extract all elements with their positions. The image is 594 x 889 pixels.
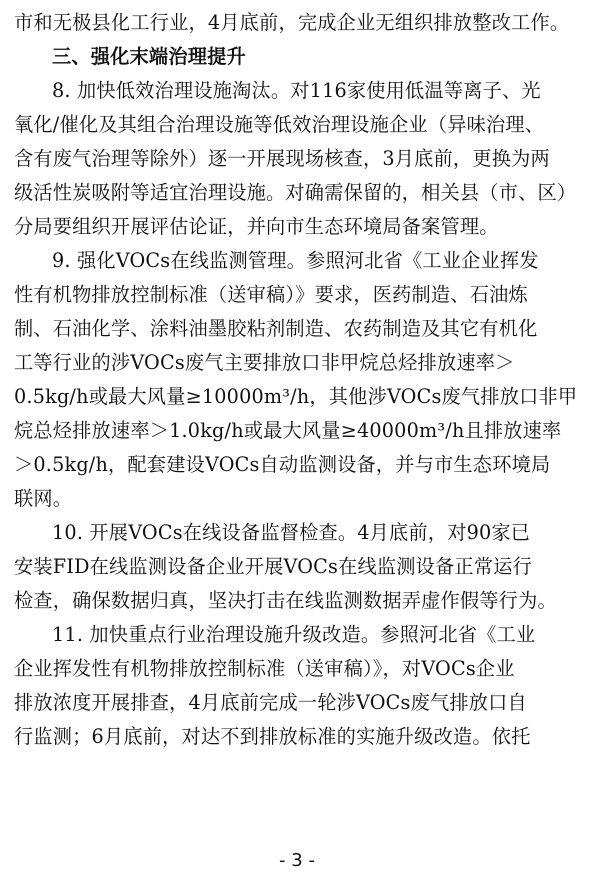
text-line: 氧化/催化及其组合治理设施等低效治理设施企业（异味治理、: [14, 113, 545, 136]
text-line: 工等行业的涉VOCs废气主要排放口非甲烷总烃排放速率＞: [14, 351, 515, 374]
text-line: 行监测；6月底前，对达不到排放标准的实施升级改造。依托: [14, 725, 531, 748]
text-line: 分局要组织开展评估论证，并向市生态环境局备案管理。: [14, 215, 499, 238]
text-line: 市和无极县化工行业，4月底前，完成企业无组织排放整改工作。: [14, 11, 570, 34]
text-line: 企业挥发性有机物排放控制标准（送审稿）》，对VOCs企业: [14, 657, 515, 680]
text-line: 联网。: [14, 487, 73, 510]
text-line: 级活性炭吸附等适宜治理设施。对确需保留的，相关县（市、区）: [14, 181, 577, 204]
text-line: 安装FID在线监测设备企业开展VOCs在线监测设备正常运行: [14, 555, 532, 578]
text-line: 排放浓度开展排查，4月底前完成一轮涉VOCs废气排放口自: [14, 691, 527, 714]
text-line: 性有机物排放控制标准（送审稿）》要求，医药制造、石油炼: [14, 283, 528, 306]
text-line: 8. 加快低效治理设施淘汰。对116家使用低温等离子、光: [52, 79, 541, 102]
text-line: 检查，确保数据归真，坚决打击在线监测数据弄虚作假等行为。: [14, 589, 557, 612]
text-line: 制、石油化学、涂料油墨胶粘剂制造、农药制造及其它有机化: [14, 317, 538, 340]
text-line: 0.5kg/h或最大风量≥10000m³/h，其他涉VOCs废气排放口非甲: [14, 385, 578, 408]
text-line: 9. 强化VOCs在线监测管理。参照河北省《工业企业挥发: [52, 249, 539, 272]
text-line: 10. 开展VOCs在线设备监督检查。4月底前，对90家已: [52, 521, 531, 544]
section-heading: 三、强化末端治理提升: [52, 45, 246, 68]
text-line: 含有废气治理等除外）逐一开展现场核查，3月底前，更换为两: [14, 147, 550, 170]
page-number: - 3 -: [279, 850, 315, 871]
text-line: 11. 加快重点行业治理设施升级改造。参照河北省《工业: [52, 623, 536, 646]
text-line: ＞0.5kg/h，配套建设VOCs自动监测设备，并与市生态环境局: [14, 453, 551, 476]
text-line: 烷总烃排放速率＞1.0kg/h或最大风量≥40000m³/h且排放速率: [14, 419, 562, 442]
